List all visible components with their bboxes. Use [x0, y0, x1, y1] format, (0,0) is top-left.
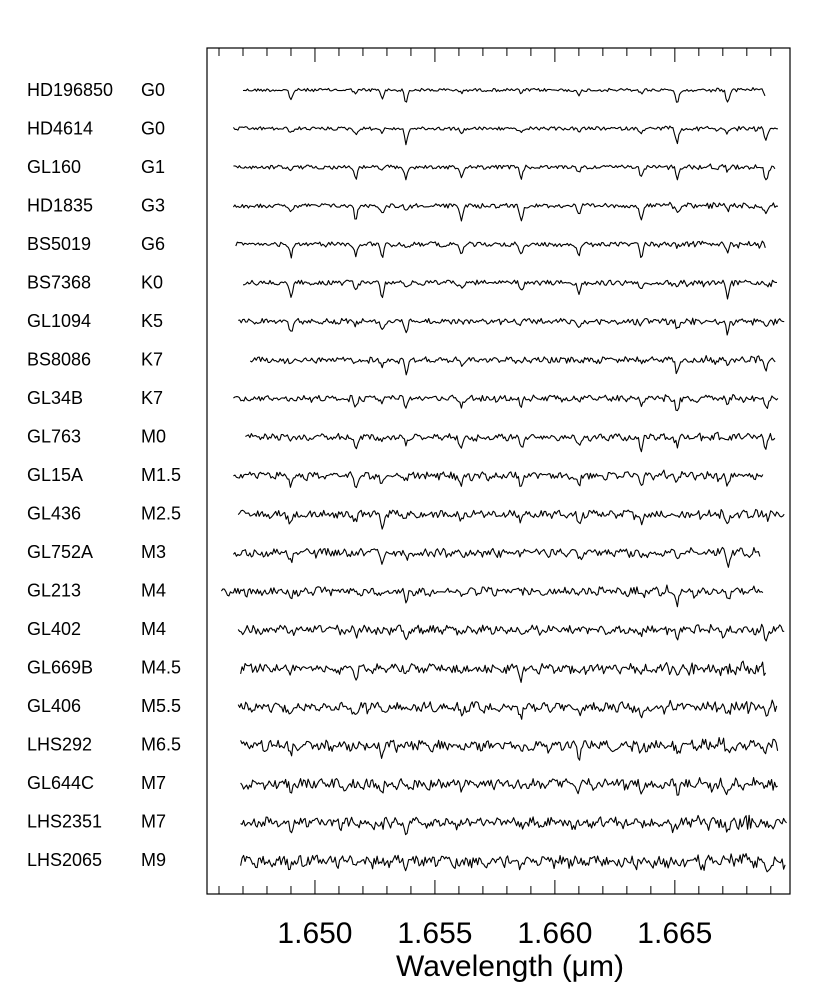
x-axis-ticks: [219, 48, 771, 894]
spectrum-line: [245, 432, 775, 451]
x-tick-label: 1.660: [517, 917, 593, 950]
spectral-type-label: M5.5: [141, 696, 182, 716]
spectral-type-label: G1: [141, 157, 166, 177]
spectrum-line: [238, 624, 784, 641]
star-name-label: BS5019: [27, 234, 92, 254]
spectrum-line: [241, 815, 787, 834]
spectrum-line: [221, 585, 763, 607]
spectrum-line: [233, 547, 760, 567]
x-tick-label: 1.665: [637, 917, 713, 950]
spectral-type-label: K7: [141, 388, 164, 408]
spectral-type-label: M7: [141, 811, 167, 832]
star-name-label: BS7368: [27, 272, 92, 293]
spectrum-line: [243, 88, 765, 103]
spectrum-line: [233, 470, 763, 488]
spectral-type-label: M4: [141, 619, 167, 639]
star-name-label: BS8086: [27, 349, 92, 370]
spectral-type-label: G6: [141, 234, 166, 254]
spectrum-line: [238, 700, 777, 719]
star-labels: [27, 80, 181, 870]
x-tick-label: 1.655: [397, 917, 473, 950]
star-name-label: GL406: [27, 696, 82, 716]
spectral-type-label: M0: [141, 426, 167, 447]
spectrum-line: [233, 164, 775, 180]
spectral-type-label: G0: [141, 80, 166, 100]
star-name-label: GL669B: [27, 657, 94, 678]
spectral-type-label: G3: [141, 195, 166, 216]
star-name-label: HD4614: [27, 118, 94, 139]
star-name-label: GL644C: [27, 773, 95, 793]
star-name-label: HD196850: [27, 80, 114, 100]
spectral-type-label: M3: [141, 542, 167, 562]
star-name-label: GL436: [27, 503, 82, 524]
spectrum-line: [241, 854, 786, 872]
star-name-label: GL763: [27, 426, 82, 447]
star-name-label: GL160: [27, 157, 82, 177]
spectral-type-label: M9: [141, 850, 167, 870]
star-name-label: HD1835: [27, 195, 94, 216]
spectral-type-label: M4.5: [141, 657, 182, 678]
star-name-label: GL15A: [27, 465, 84, 485]
star-name-label: GL402: [27, 619, 82, 639]
spectral-type-label: K7: [141, 349, 164, 370]
x-tick-label: 1.650: [277, 917, 353, 950]
spectrum-line: [238, 510, 784, 530]
spectrum-line: [241, 661, 766, 682]
spectrum-line: [241, 778, 778, 796]
spectrum-line: [233, 202, 778, 221]
spectral-type-label: G0: [141, 118, 166, 139]
star-name-label: GL213: [27, 580, 82, 601]
star-name-label: GL1094: [27, 311, 92, 331]
star-name-label: GL752A: [27, 542, 94, 562]
spectral-type-label: M1.5: [141, 465, 182, 485]
spectrum-line: [238, 318, 784, 335]
star-name-label: LHS2351: [27, 811, 103, 832]
spectral-type-label: K5: [141, 311, 164, 331]
star-name-label: LHS2065: [27, 850, 103, 870]
spectral-type-label: M7: [141, 773, 167, 793]
x-axis-tick-labels: [277, 917, 712, 950]
spectral-type-label: M6.5: [141, 734, 182, 755]
spectrum-line: [233, 395, 778, 411]
spectral-type-label: M2.5: [141, 503, 182, 524]
spectrum-line: [250, 356, 775, 375]
plot-frame: [207, 48, 790, 894]
spectrum-line: [241, 738, 778, 761]
star-name-label: LHS292: [27, 734, 93, 755]
spectra-lines: [221, 88, 786, 872]
spectrum-line: [233, 126, 778, 145]
spectrum-line: [236, 241, 766, 258]
spectral-type-label: K0: [141, 272, 164, 293]
star-name-label: GL34B: [27, 388, 84, 408]
spectrum-line: [243, 280, 777, 299]
x-axis-title: Wavelength (μm): [396, 950, 624, 983]
spectral-type-label: M4: [141, 580, 167, 601]
